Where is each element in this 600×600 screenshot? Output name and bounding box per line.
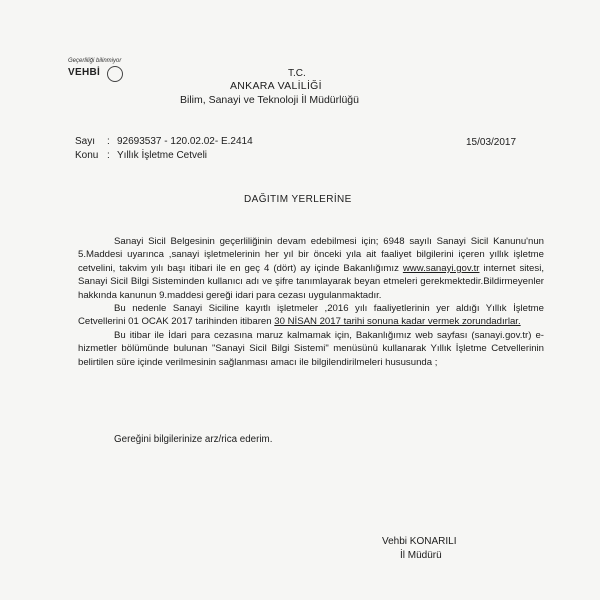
sayi-label: Sayı — [75, 136, 96, 147]
signatory-title: İl Müdürü — [400, 550, 442, 561]
document-date: 15/03/2017 — [466, 137, 517, 148]
konu-value: Yıllık İşletme Cetveli — [117, 150, 208, 161]
p2-text-a: Bu nedenle Sanayi Siciline kayıtlı işletmeler ,2016 yılı faaliyetlerinin yer aldığı Yıllık İşletme Cetvellerini 01 OCAK 2017 tarihinden itibaren — [78, 303, 544, 328]
deadline-text: 30 NİSAN 2017 tarihi sonuna kadar vermek zorundadırlar. — [274, 316, 521, 328]
distribution-title: DAĞITIM YERLERİNE — [244, 194, 352, 205]
closing-line: Gereğini bilgilerinize arz/rica ederim. — [114, 434, 273, 445]
sayi-separator: : — [107, 136, 110, 147]
p3-text: Bu itibar ile İdari para cezasına maruz kalmamak için, Bakanlığımız web sayfası (sanayi.gov.tr) e-hizmetler bölümünde bulunan "Sanayi Sicil Bilgi Sistemi" menüsünü kullanarak Yıllık İşletme Cetvellerinin belirtilen süre içinde verilmesinin sağlanması amacı ile bilgilendirilmeleri hususunda ; — [78, 329, 544, 368]
stamp-caption: Geçerliliği bilinmiyor — [68, 58, 122, 64]
letter-body — [78, 235, 544, 369]
p1-text-a: Sanayi Sicil Belgesinin geçerliliğinin devam edebilmesi için; 6948 sayılı Sanayi Sicil Kanunu'nun 5.Maddesi uyarınca ,sanayi işletmelerinin her yıl bir önceki yıla ait faaliyet bilgilerini içeren yıllık işletme cetvelini, takvim yılı başı itibari ile en geç 4 (dört) ay içinde Bakanlığımız — [78, 236, 544, 274]
stamp-name: VEHBİ — [68, 67, 101, 78]
sayi-value: 92693537 - 120.02.02- E.2414 — [117, 136, 253, 147]
header-country: T.C. — [288, 68, 306, 79]
paragraph-3 — [78, 329, 544, 369]
paragraph-2 — [78, 302, 544, 329]
e-signature-stamp — [68, 58, 138, 86]
website-link[interactable]: www.sanayi.gov.tr — [402, 262, 480, 274]
signature-block — [382, 535, 456, 563]
signatory-name: Vehbi KONARILI — [382, 536, 457, 547]
konu-separator: : — [107, 150, 110, 161]
paragraph-1 — [78, 235, 544, 302]
p1-text-b: internet sitesi, Sanayi Sicil Bilgi Sisteminden kullanıcı adı ve şifre tanımlayarak beyan etmeleri gerekmektedir.Bildirmeyenler hakkında kanunun 9.maddesi gereği idari para cezası uygulanmaktadır. — [78, 262, 544, 301]
question-mark-icon — [107, 66, 123, 82]
header-directorate: Bilim, Sanayi ve Teknoloji İl Müdürlüğü — [180, 94, 359, 106]
konu-label: Konu — [75, 150, 99, 161]
header-authority: ANKARA VALİLİĞİ — [230, 80, 322, 92]
